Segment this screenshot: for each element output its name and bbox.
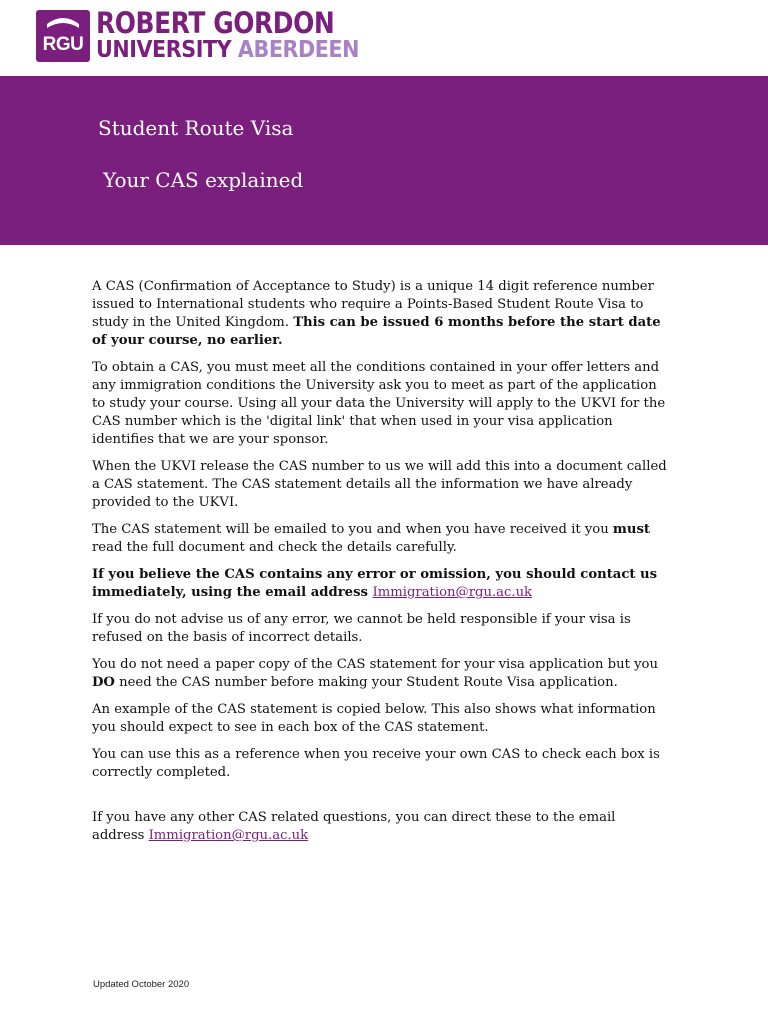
logo-line-university-aberdeen: [96, 39, 359, 62]
logo-wordmark: [96, 6, 388, 63]
paragraph-cas-statement: When the UKVI release the CAS number to us we will add this into a document called a CAS statement. The CAS statement details all the information we have already provided to the UKVI.: [92, 459, 667, 510]
cas-definition-text: A CAS (Confirmation of Acceptance to Study) is a unique 14 digit reference number issued to International students who require a Points-Based Student Route Visa to study in the United Kingdom.: [92, 279, 654, 330]
page-subtitle: Your CAS explained: [103, 168, 304, 192]
immigration-email-link[interactable]: Immigration@rgu.ac.uk: [372, 585, 533, 600]
paper-copy-text-end: need the CAS number before making your Student Route Visa application.: [114, 675, 618, 690]
mortarboard-icon: [45, 15, 81, 31]
paragraph-reference: You can use this as a reference when you receive your own CAS to check each box is correctly completed.: [92, 747, 660, 780]
rgu-logo-mark: [36, 10, 90, 62]
paragraph-email-statement: [92, 521, 670, 557]
title-banner: [0, 76, 768, 245]
document-body: [92, 278, 670, 854]
must-emphasis: must: [612, 522, 650, 537]
logo-mark-text: RGU: [42, 33, 84, 55]
paragraph-paper-copy: [92, 656, 670, 692]
university-logo: [36, 6, 388, 63]
footer-updated: Updated October 2020: [93, 979, 190, 990]
paragraph-cas-definition: [92, 278, 670, 350]
email-statement-text: The CAS statement will be emailed to you and when you have received it you: [92, 522, 613, 537]
error-contact-text: If you believe the CAS contains any error or omission, you should contact us immediately, using the email address: [92, 567, 658, 600]
email-statement-text-end: read the full document and check the details carefully.: [92, 540, 457, 555]
do-emphasis: DO: [92, 675, 115, 690]
immigration-email-link-2[interactable]: Immigration@rgu.ac.uk: [148, 828, 309, 843]
paragraph-responsibility: If you do not advise us of any error, we cannot be held responsible if your visa is refused on the basis of incorrect details.: [92, 612, 631, 645]
paragraph-questions: [92, 809, 670, 845]
cas-issue-timing: This can be issued 6 months before the start date of your course, no earlier.: [92, 315, 661, 348]
page-title: Student Route Visa: [98, 116, 294, 140]
logo-aberdeen: ABERDEEN: [237, 37, 359, 63]
logo-line-robert-gordon: ROBERT GORDON: [96, 6, 335, 40]
paragraph-obtain-cas: To obtain a CAS, you must meet all the conditions contained in your offer letters and any immigration conditions the University ask you to meet as part of the application to study your course. Using all your data the University will apply to the UKVI for the CAS number which is the 'digital link' that when used in your visa application identifies that we are your sponsor.: [92, 360, 666, 447]
questions-text: If you have any other CAS related questions, you can direct these to the email address: [92, 810, 616, 843]
paper-copy-text: You do not need a paper copy of the CAS statement for your visa application but you: [92, 657, 658, 672]
paragraph-error-contact: [92, 566, 670, 602]
paragraph-example: An example of the CAS statement is copied below. This also shows what information you should expect to see in each box of the CAS statement.: [92, 702, 656, 735]
logo-university: UNIVERSITY: [96, 37, 232, 63]
